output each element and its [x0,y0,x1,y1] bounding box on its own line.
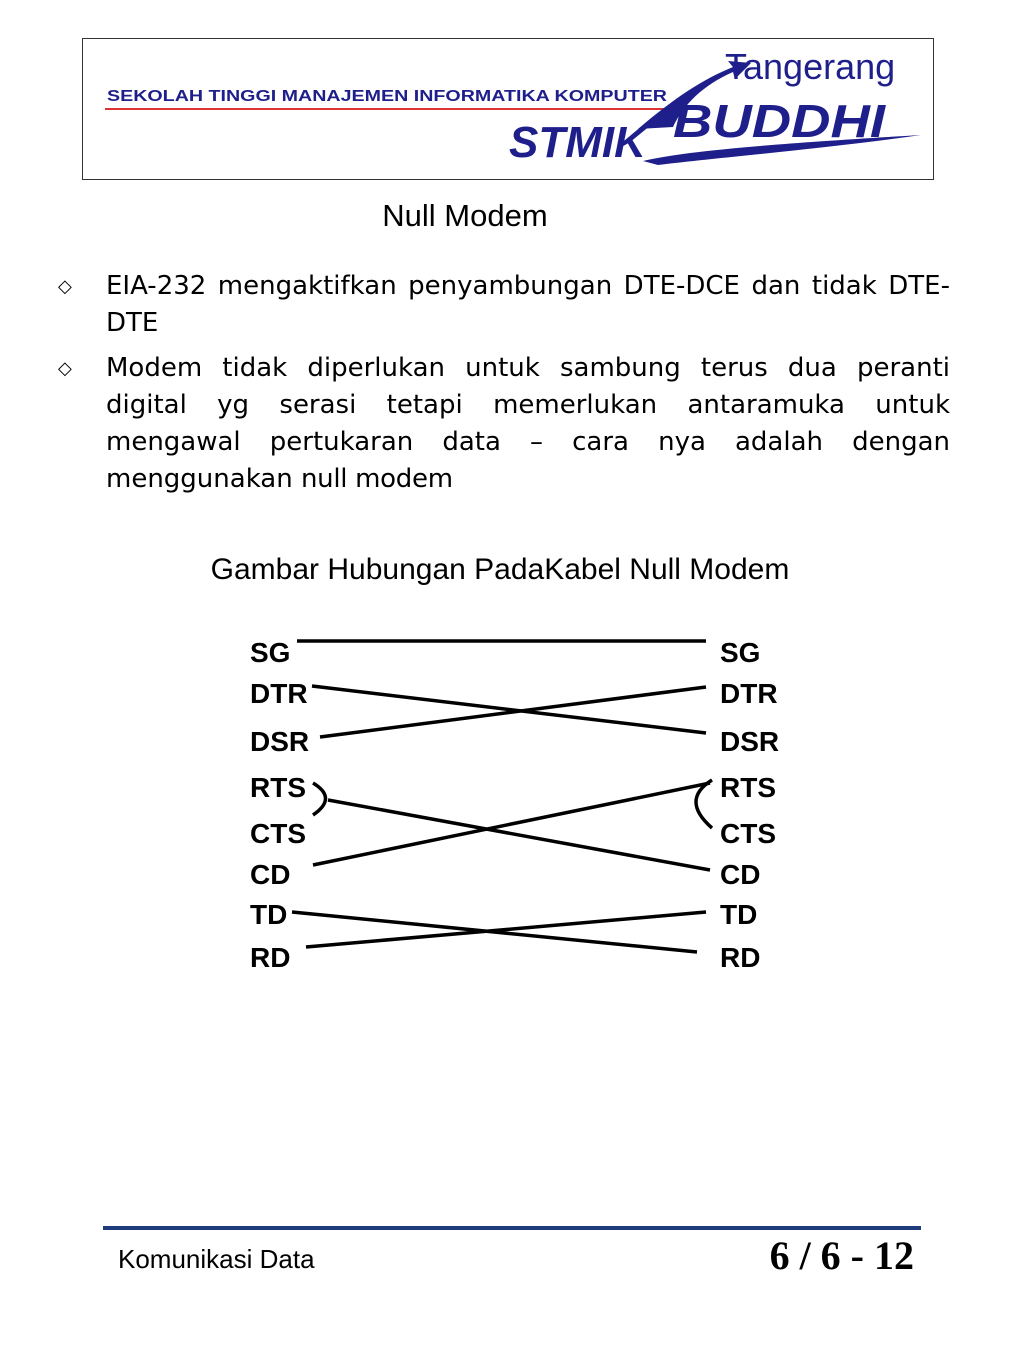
diagram-caption: Gambar Hubungan PadaKabel Null Modem [210,553,790,586]
school-line: SEKOLAH TINGGI MANAJEMEN INFORMATIKA KOMPUTER [107,88,667,105]
brand-text: BUDDHI [673,95,887,147]
right-pin-labels [720,637,779,973]
left-pin-dsr: DSR [250,726,310,757]
left-pin-rts: RTS [250,772,306,803]
left-pin-cts: CTS [250,818,306,849]
slide-title: Null Modem [382,198,548,233]
right-pin-cts: CTS [720,818,776,849]
wire-rts-cd [328,800,710,870]
stmik-text: STMIK [509,118,646,167]
right-pin-rts: RTS [720,772,776,803]
footer-course: Komunikasi Data [118,1244,315,1274]
bullet-text: Modem tidak diperlukan untuk sambung terus dua peranti digital yg serasi tetapi memerlukan antaramuka untuk mengawal pertukaran data – cara nya adalah dengan menggunakan [106,353,950,494]
left-pin-rd: RD [250,942,291,973]
bullet-diamond-icon: ◇ [58,276,72,297]
bullet-text: EIA-232 mengaktifkan penyambungan DTE-DCE dan tidak DTE-DTE [106,271,950,338]
wire-cd-rts [313,783,710,865]
right-pin-rd: RD [720,942,761,973]
footer-divider [103,1226,921,1230]
left-pin-td: TD [250,899,288,930]
wires [292,641,712,952]
wire-rd-td [306,912,706,947]
right-pin-td: TD [720,899,758,930]
loop-right-rts-cts [696,780,712,828]
footer-page-number: 6 / 6 - 12 [769,1233,914,1278]
right-pin-dtr: DTR [720,678,778,709]
left-pin-cd: CD [250,859,291,890]
loop-left-rts-cts [313,783,326,815]
left-pin-labels [250,637,309,973]
right-pin-cd: CD [720,859,761,890]
left-pin-sg: SG [250,637,291,668]
right-pin-dsr: DSR [720,726,780,757]
city-name: Tangerang [725,46,896,87]
bullet-emphasis: null modem [300,464,453,494]
left-pin-dtr: DTR [250,678,308,709]
right-pin-sg: SG [720,637,761,668]
bullet-diamond-icon: ◇ [58,358,72,379]
